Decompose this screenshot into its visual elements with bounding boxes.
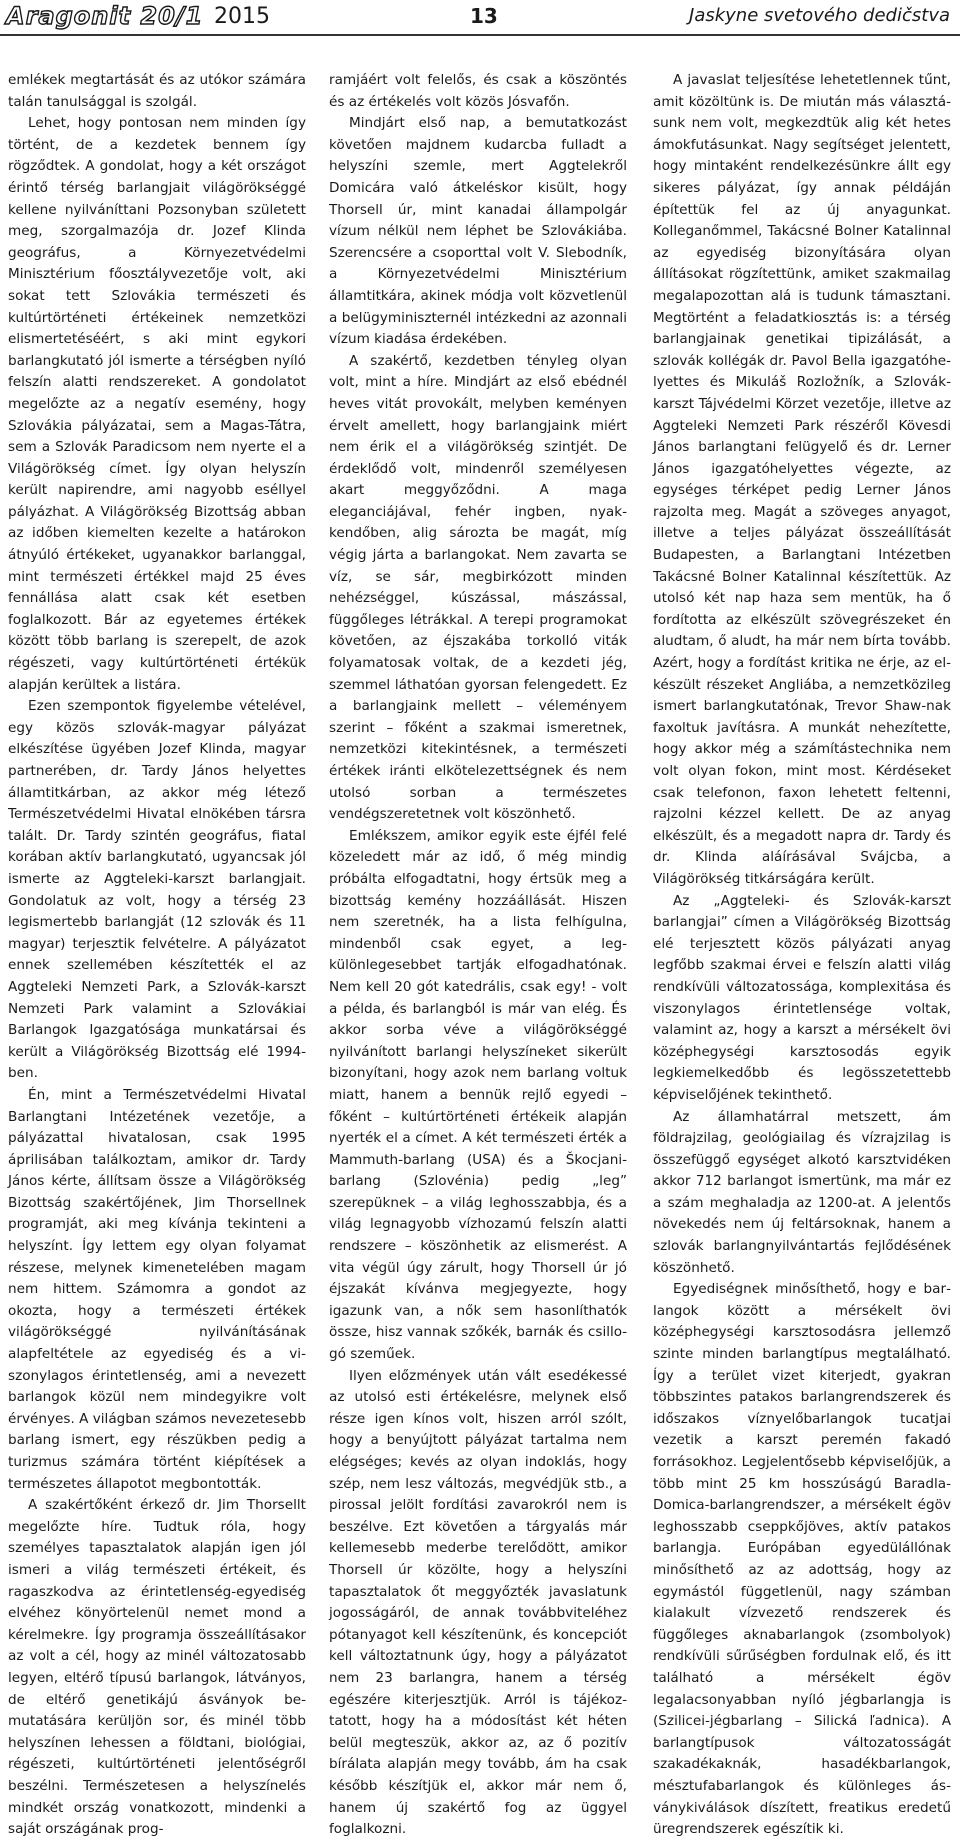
- paragraph: A szakértő, kezdetben tényleg olyan volt, mint a híre. Mindjárt az első ebédnél heves vitát provokált, melyben keményen érvelt amellett, hogy barlangjaink miért nem érik el a világörökség szintjét. De érdeklődő volt, mindenről személyesen akart meggyőződni. A maga eleganciájával, fehér ingben, nyakkendőben, alig sározta be magát, míg végig járta a barlangokat. Nem zavarta se víz, se sár, megbirkózott minden nehézséggel, kúszással, mászással, függőleges létrákkal. A terepi programokat követően, az éjszakába torkolló viták folyamatosak voltak, de a kezdeti jég, szemmel láthatóan gyorsan felengedett. Ez a barlangjaink mellett – véleményem szerint – főként a szakmai ismeretnek, nemzetközi kitekintésnek, a természeti értékek iránti elkötelezettségnek és nem utolsó sorban a természetes vendégszeretetnek volt köszönhető.: [329, 352, 627, 823]
- paragraph: Ilyen előzmények után vált esedékessé az utolsó esti értékelésre, melynek első része igen kínos volt, hiszen arról szólt, hogy a benyújtott pályázat tartalma nem elégséges; kevés az olyan indoklás, hogy szép, nem lesz változás, megvédjük stb., a pirossal jelölt fordítási zavarokról nem is beszélve. Ezt követően a tárgyalás már kellemesebb mederbe terelődött, amikor Thorsell úr közölte, hogy a helyszíni tapasztalatok őt meggyőzték javaslatunk jogosságáról, de annak továbbviteléhez pótanyagot kell készítenünk, és koncepciót kell változtatnunk úgy, hogy a pályázatot nem 23 barlangra, hanem a térség egészére kiterjesztjük. Arról is tájékoztatott, hogy ha a módosítást két héten belül megteszük, akkor az, az ő pozitív bírálata alapján megy tovább, ám ha csak később készítjük el, akkor már nem ő, hanem új szakértő fog az üggyel foglalkozni.: [329, 1367, 627, 1838]
- paragraph: Emlékszem, amikor egyik este éjfél felé közeledett már az idő, ő még mindig próbálta elfogadtatni, hogy értsük meg a bizottság kemény hozzáállását. Hiszen nem szeretnék, ha a lista felhígulna, mindenből csak egyet, a legkülönlegesebbet tartják elfogadhatónak. Nem kell 20 gót katedrális, csak egy! - volt a példa, és barlangból is már van elég. És akkor sorba véve a világörökséggé nyilvánított barlangi helyszíneket sikerült bizonyítani, hogy azok nem barlang voltuk miatt, hanem a bennük rejlő egyedi – főként – kultúrtörténeti értékeik alapján nyerték el a címet. A két természeti érték a Mammuth-barlang (USA) és a Škocjani-barlang (Szlovénia) pedig „leg” szerepüknek – a világ leghosszabbja, és a világ legnagyobb vízhozamú felszín alatti rendszere – köszönhetik az elismerést. A vita végül úgy zárult, hogy Thorsell úr jó éjszakát kívánva megjegyezte, hogy igazunk van, a nők sem hasonlíthatók össze, hisz vannak szőkék, barnák és csillogó szeműek.: [329, 827, 627, 1363]
- paragraph: A szakértőként érkező dr. Jim Thorsellt megelőzte híre. Tudtuk róla, hogy személyes tapasztalatok alapján igen jól ismeri a világ természeti értékeit, és ragaszkodva az érintetlenség-egyediség elvéhez könyörtelenül nemet mond a kérelmekre. Így programja összeállításakor az volt a cél, hogy az minél változatosabb legyen, eltérő típusú barlangok, látványos, de eltérő genetikájú ásványok bemutatására kerüljön sor, és minél több helyszínen lehessen a földtani, biológiai, régészeti, kultúrtörténeti jelentőségről beszélni. Természetesen a helyszínelés mindkét ország vonatkozott, mindenki a saját országának prog-: [8, 1497, 306, 1838]
- paragraph: Az „Aggteleki- és Szlovák-karszt barlangjai” címen a Világörökség Bizottság elé terjesztett közös pályázati anyag legfőbb szakmai érvei e felszín alatti világ rendkívüli változatossága, komplexitása és viszonylagos érintetlensége voltak, valamint az, hogy a karszt a mérsékelt övi középhegységi karsztosodás egyik legkiemelkedőbb és legösszetettebb képviselőjének tekinthető.: [653, 892, 951, 1103]
- header-rule: [0, 34, 960, 36]
- paragraph: Mindjárt első nap, a bemutatkozást követően majdnem kudarcba fulladt a helyszíni szemle, mert Aggtelekről Domicára való átkeléskor kisült, hogy Thorsell úr, mint kanadai állampolgár vízum nélkül nem léphet be Szlovákiába. Szerencsére a csoporttal volt V. Slebodník, a Környezetvédelmi Minisztérium államtitkára, akinek módja volt közvetlenül a belügyminiszternél intézkedni az azonnali vízum kiadása érdekében.: [329, 115, 627, 348]
- text-column-1: [8, 70, 306, 1841]
- magazine-logo: Aragonit 20/1: [6, 2, 204, 30]
- paragraph: Én, mint a Természetvédelmi Hivatal Barlangtani Intézetének vezetője, a pályázattal hivatalosan, csak 1995 áprilisában találkoztam, amikor dr. Tardy János kérte, állítsam össze a Világörökség Bizottság szakértőjének, Jim Thorsellnek programját, aki meg kívánja tekinteni a helyszínt. Így lettem egy olyan folyamat részese, melynek kimenetelében magam nem hittem. Számomra a gondot az okozta, hogy a természeti értékek világörökséggé nyilvánításának alapfeltétele az egyediség és a viszonylagos érintetlenség, ami a nevezett barlangok közül nem mindegyikre volt érvényes. A világban számos nevezetesebb barlang ismert, egy részükben pedig a turizmus számára történt kiépítések a természetes állapotot megbontották.: [8, 1086, 306, 1492]
- paragraph: Ezen szempontok figyelembe vételével, egy közös szlovák-magyar pályázat elkészítése ügyében Jozef Klinda, magyar partnerében, dr. Tardy János helyettes államtitkárban, az akkor még létező Természetvédelmi Hivatal elnökében társra talált. Dr. Tardy szintén geográfus, fiatal korában aktív barlangkutató, ugyancsak jól ismerte az Aggteleki-karszt barlangjait. Gondolatuk az volt, hogy a térség 23 legismertebb barlangját (12 szlovák és 11 magyar) terjesztik felvételre. A pályázatot ennek szellemében készítették el az Aggteleki Nemzeti Park, a Szlovák-karszt Nemzeti Park valamint a Szlovákiai Barlangok Igazgatósága munkatársai és került a Világörökség Bizottság elé 1994-ben.: [8, 698, 306, 1082]
- text-column-3: [653, 70, 951, 1841]
- paragraph: ramjáért volt felelős, és csak a köszöntés és az értékelés volt közös Jósvafőn.: [329, 72, 627, 110]
- paragraph: Egyediségnek minősíthető, hogy e barlangok között a mérsékelt övi középhegységi karsztosodásra jellemző szinte minden barlangtípus megtalálható. Így a terület vizet kiterjedt, gyakran többszintes patakos barlangrendszerek és időszakos víznyelőbarlangok tucatjai vezetik a karszt peremén fakadó forrásokhoz. Legjelentősebb képviselőjük, a több mint 25 km hosszúságú Baradla-Domica-barlangrendszer, a mérsékelt égöv leghosszabb cseppkőjöves, aktív patakos barlangja. Európában egyedülállónak minősíthető az az adottság, hogy az egymástól függetlenül, nagy számban kialakult vízvezető rendszerek és függőleges aknabarlangok (zsombolyok) rendkívüli sűrűségben fordulnak elő, és itt található a mérsékelt égöv legalacsonyabban nyíló jégbarlangja is (Szilicei-jégbarlang – Silická ľadnica). A barlangtípusok változatosságát szakadékaknák, hasadékbarlangok, mésztufabarlangok és különleges ásványkiválások díszített, freatikus eredetű üregrendszerek egészítik ki.: [653, 1281, 951, 1838]
- text-column-2: [329, 70, 627, 1841]
- paragraph: Az államhatárral metszett, ám földrajzilag, geológiailag és vízrajzilag is összefüggő egységet alkotó karsztvidéken akkor 712 barlangot ismertünk, ma már ez a szám meghaladja az 1200-at. A jelentős növekedés nem új feltársoknak, hanem a szlovák barlangnyilvántartás fejlődésének köszönhető.: [653, 1108, 951, 1276]
- paragraph: A javaslat teljesítése lehetetlennek tűnt, amit közöltünk is. De miután más választásunk nem volt, megkezdtük alig két hetes ámokfutásunkat. Nagy segítséget jelentett, hogy mintaként rendelkezésünkre állt egy sikeres pályázat, így annak példáján építettük fel az új anyagunkat. Kolleganőmmel, Takácsné Bolner Katalinnal az egyediség bizonyítására olyan állításokat rögzítettünk, amiket szakmailag megalapozottan alá is tudunk támasztani. Megtörtént a feladatkiosztás is: a térség barlangjainak genetikai tipizálását, a szlovák kollégák dr. Pavol Bella igazgatóhelyettes és Mikuláš Rozložník, a Szlovák-karszt Tájvédelmi Körzet vezetője, illetve az Aggteleki Nemzeti Park részéről Kövesdi János barlangtani felügyelő és dr. Lerner János igazgatóhelyettes végezte, az egységes térképet pedig Lerner János rajzolta meg. Magát a szöveges anyagot, illetve a teljes pályázat összeállítását Budapesten, a Barlangtani Intézetben Takácsné Bolner Katalinnal készítettük. Az utolsó két nap haza sem mentük, ha ő fordította az elkészült szövegrészeket én aludtam, ő aludt, ha már nem bírta tovább. Azért, hogy a fordítást kritika ne érje, az elkészült részeket Angliába, a nemzetközileg ismert barlangkutatónak, Trevor Shaw-nak faxoltuk javításra. A munkát nehezítette, hogy akkor még a számítástechnika nem volt olyan fokon, mint most. Kérdéseket csak telefonon, faxon lehetett feltenni, rajzolni kézzel kellett. De az anyag elkészült, és a megadott napra dr. Tardy és dr. Klinda aláírásával Svájcba, a Világörökség titkárságára került.: [653, 72, 951, 887]
- section-title: Jaskyne svetového dedičstva: [689, 5, 950, 26]
- paragraph: Lehet, hogy pontosan nem minden így történt, de a kezdetek bennem így rögződtek. A gondolat, hogy a két országot érintő térség barlangjait világörökséggé kellene nyilváníttani Pozsonyban született meg, szorgalmazója dr. Jozef Klinda geográfus, a Környezetvédelmi Minisztérium főosztályvezetője volt, aki sokat tett Szlovákia természeti és kultúrtörténeti értékeinek nemzetközi elismertetéséért, s aki mint egykori barlangkutató jól ismerte a térségben nyíló felszín alatti rendszereket. A gondolatot megelőzte az a negatív esemény, hogy Szlovákia pályázatai, sem a Magas-Tátra, sem a Szlovák Paradicsom nem nyerte el a Világörökség címet. Így olyan helyszín került napirendre, ami nagyobb eséllyel pályázhat. A Világörökség Bizottság abban az időben kiemelten kezelte a határokon átnyúló értékeket, ugyanakkor barlanggal, mint természeti értékkel majd 25 éves fennállása alatt csak két esetben foglalkozott. Bár az egyetemes értékek között több barlang is szerepelt, de azok régészeti, vagy kultúrtörténeti értékük alapján kerültek a listára.: [8, 115, 306, 693]
- page-number: 13: [470, 4, 498, 28]
- paragraph: emlékek megtartását és az utókor számára talán tanulsággal is szolgál.: [8, 72, 306, 110]
- page-header: [0, 0, 960, 34]
- issue-year: 2015: [214, 4, 270, 29]
